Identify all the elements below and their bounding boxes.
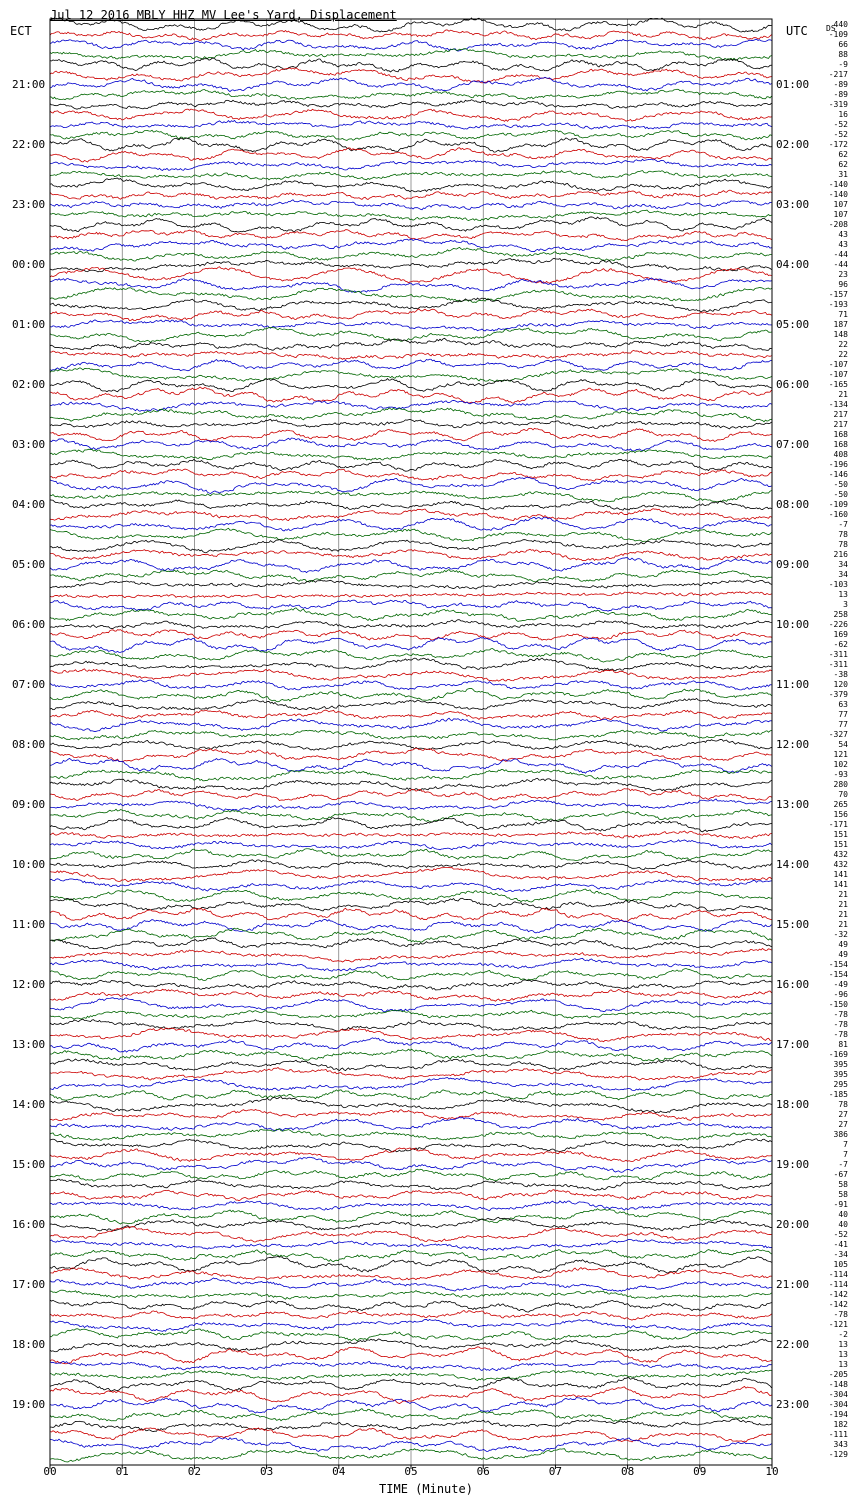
trace-scale-value: 13 [838,1340,848,1349]
trace-scale-value: 21 [838,900,848,909]
trace-scale-value: 70 [838,790,848,799]
trace-scale-value: -169 [828,1050,848,1059]
left-hour-label: 14:00 [12,1098,46,1111]
left-hour-label: 10:00 [12,858,46,871]
trace-scale-value: -185 [828,1090,848,1099]
left-hour-label: 23:00 [12,198,46,211]
trace-scale-value: 121 [833,750,848,759]
trace-scale-value: -193 [828,300,848,309]
trace-scale-value: -78 [833,1310,848,1319]
trace-scale-value: 43 [838,230,848,239]
trace-scale-value: -111 [828,1430,848,1439]
trace-scale-value: 105 [833,1260,848,1269]
trace-scale-value: 23 [838,270,848,279]
trace-scale-value: -49 [833,980,848,989]
trace-scale-value: -50 [833,490,848,499]
trace-scale-value: -7 [838,520,848,529]
trace-scale-value: 120 [833,680,848,689]
trace-scale-value: 168 [833,430,848,439]
left-hour-label: 17:00 [12,1278,46,1291]
x-tick-label: 07 [548,1465,563,1478]
trace-scale-value: 258 [833,610,848,619]
trace-scale-value: 169 [833,630,848,639]
trace-scale-value: 40 [838,1210,848,1219]
trace-scale-value: -327 [828,730,848,739]
trace-scale-value: 7 [843,1150,848,1159]
right-hour-label: 21:00 [776,1278,810,1291]
right-hour-label: 18:00 [776,1098,810,1111]
trace-scale-value: 78 [838,530,848,539]
right-hour-label: 07:00 [776,438,810,451]
trace-scale-value: 21 [838,890,848,899]
left-hour-label: 07:00 [12,678,46,691]
right-hour-label: 02:00 [776,138,810,151]
trace-scale-value: -226 [828,620,848,629]
trace-scale-value: 395 [833,1070,848,1079]
left-hour-label: 05:00 [12,558,46,571]
trace-scale-value: -109 [828,30,848,39]
trace-scale-value: -44 [833,260,848,269]
x-tick-label: 03 [259,1465,274,1478]
left-hour-label: 00:00 [12,258,46,271]
right-hour-label: 05:00 [776,318,810,331]
trace-scale-value: 187 [833,320,848,329]
trace-scale-value: 265 [833,800,848,809]
right-hour-label: 10:00 [776,618,810,631]
trace-scale-value: -91 [833,1200,848,1209]
trace-scale-value: -67 [833,1170,848,1179]
trace-scale-value: 432 [833,850,848,859]
trace-scale-value: 77 [838,710,848,719]
left-hour-label: 06:00 [12,618,46,631]
trace-scale-value: 22 [838,340,848,349]
trace-scale-value: -109 [828,500,848,509]
trace-scale-value: -34 [833,1250,848,1259]
trace-scale-value: 107 [833,200,848,209]
trace-scale-value: 62 [838,150,848,159]
right-hour-label: 16:00 [776,978,810,991]
trace-scale-value: -78 [833,1020,848,1029]
trace-scale-value: 156 [833,810,848,819]
trace-scale-value: -121 [828,1320,848,1329]
trace-scale-value: 386 [833,1130,848,1139]
x-tick-label: 01 [115,1465,129,1478]
trace-scale-value: -89 [833,80,848,89]
trace-scale-value: -93 [833,770,848,779]
x-tick-label: 08 [620,1465,635,1478]
trace-scale-value: 107 [833,210,848,219]
trace-scale-value: -50 [833,480,848,489]
trace-scale-value: 34 [838,560,848,569]
trace-scale-value: -52 [833,1230,848,1239]
right-hour-label: 13:00 [776,798,810,811]
right-hour-label: 08:00 [776,498,810,511]
left-hour-label: 18:00 [12,1338,46,1351]
scale-header-label: DS [826,24,836,33]
right-timezone-label: UTC [786,24,808,38]
trace-scale-value: 182 [833,1420,848,1429]
trace-scale-value: 58 [838,1180,848,1189]
chart-title: Jul 12 2016 MBLY HHZ MV Lee's Yard, Displacement [50,8,397,22]
trace-scale-value: 16 [838,110,848,119]
trace-scale-value: 54 [838,740,848,749]
trace-scale-value: 408 [833,450,848,459]
trace-scale-value: 34 [838,570,848,579]
trace-scale-value: 62 [838,160,848,169]
trace-scale-value: -171 [828,820,848,829]
left-hour-label: 01:00 [12,318,46,331]
trace-scale-value: 78 [838,540,848,549]
x-axis-label: TIME (Minute) [379,1482,473,1496]
trace-scale-value: -129 [828,1450,848,1459]
trace-scale-value: 7 [843,1140,848,1149]
trace-scale-value: -96 [833,990,848,999]
x-tick-label: 02 [187,1465,202,1478]
left-hour-label: 15:00 [12,1158,46,1171]
trace-scale-value: 88 [838,50,848,59]
trace-scale-value: 63 [838,700,848,709]
trace-scale-value: -304 [828,1390,848,1399]
trace-scale-value: -107 [828,370,848,379]
right-hour-label: 12:00 [776,738,810,751]
right-hour-label: 09:00 [776,558,810,571]
trace-scale-value: -107 [828,360,848,369]
right-hour-label: 06:00 [776,378,810,391]
left-hour-label: 13:00 [12,1038,46,1051]
trace-scale-value: 102 [833,760,848,769]
x-tick-label: 09 [693,1465,707,1478]
right-hour-label: 23:00 [776,1398,810,1411]
left-hour-label: 02:00 [12,378,46,391]
right-hour-label: 15:00 [776,918,810,931]
right-hour-label: 01:00 [776,78,810,91]
trace-scale-value: -41 [833,1240,848,1249]
trace-scale-value: 71 [838,310,848,319]
trace-scale-value: 141 [833,870,848,879]
trace-scale-value: -311 [828,660,848,669]
left-hour-label: 12:00 [12,978,46,991]
trace-scale-value: -150 [828,1000,848,1009]
trace-scale-value: -208 [828,220,848,229]
trace-scale-value: 13 [838,1360,848,1369]
right-hour-label: 04:00 [776,258,810,271]
trace-scale-value: 13 [838,590,848,599]
trace-scale-value: -304 [828,1400,848,1409]
trace-scale-value: 49 [838,950,848,959]
trace-scale-value: -311 [828,650,848,659]
trace-scale-value: 49 [838,940,848,949]
right-hour-label: 14:00 [776,858,810,871]
trace-scale-value: 217 [833,420,848,429]
left-hour-label: 19:00 [12,1398,46,1411]
trace-scale-value: -62 [833,640,848,649]
left-hour-label: 11:00 [12,918,46,931]
x-tick-label: 05 [404,1465,418,1478]
trace-scale-value: 66 [838,40,848,49]
right-hour-label: 20:00 [776,1218,810,1231]
trace-scale-value: 22 [838,350,848,359]
trace-scale-value: 151 [833,840,848,849]
trace-scale-value: -146 [828,470,848,479]
trace-scale-value: 217 [833,410,848,419]
trace-scale-value: -154 [828,970,848,979]
trace-scale-value: 432 [833,860,848,869]
trace-scale-value: 31 [838,170,848,179]
trace-scale-value: 395 [833,1060,848,1069]
left-hour-label: 04:00 [12,498,46,511]
trace-scale-value: -52 [833,130,848,139]
left-hour-label: 03:00 [12,438,46,451]
trace-scale-value: -142 [828,1290,848,1299]
x-tick-label: 10 [765,1465,779,1478]
trace-scale-value: -2 [838,1330,848,1339]
trace-scale-value: -196 [828,460,848,469]
trace-scale-value: -165 [828,380,848,389]
trace-scale-value: 148 [833,330,848,339]
trace-scale-value: 78 [838,1100,848,1109]
trace-scale-value: 21 [838,390,848,399]
trace-scale-value: 58 [838,1190,848,1199]
x-tick-label: 00 [43,1465,57,1478]
trace-scale-value: -103 [828,580,848,589]
trace-scale-value: -154 [828,960,848,969]
trace-scale-value: 280 [833,780,848,789]
trace-scale-value: 21 [838,920,848,929]
trace-scale-value: 21 [838,910,848,919]
left-hour-label: 22:00 [12,138,46,151]
left-hour-label: 21:00 [12,78,46,91]
trace-scale-value: -319 [828,100,848,109]
right-hour-label: 11:00 [776,678,810,691]
trace-scale-value: 81 [838,1040,848,1049]
trace-scale-value: -78 [833,1030,848,1039]
left-hour-label: 16:00 [12,1218,46,1231]
trace-scale-value: 27 [838,1120,848,1129]
left-hour-label: 08:00 [12,738,46,751]
trace-scale-value: 27 [838,1110,848,1119]
trace-scale-value: -217 [828,70,848,79]
trace-scale-value: 151 [833,830,848,839]
trace-scale-value: -7 [838,1160,848,1169]
right-hour-label: 03:00 [776,198,810,211]
trace-scale-value: 168 [833,440,848,449]
trace-scale-value: 43 [838,240,848,249]
x-tick-label: 06 [476,1465,490,1478]
trace-scale-value: -134 [828,400,848,409]
trace-scale-value: -157 [828,290,848,299]
trace-scale-value: -148 [828,1380,848,1389]
trace-scale-value: -140 [828,180,848,189]
left-timezone-label: ECT [10,24,32,38]
trace-scale-value: -114 [828,1270,848,1279]
trace-scale-value: -9 [838,60,848,69]
trace-scale-value: 440 [833,20,848,29]
trace-scale-value: -205 [828,1370,848,1379]
trace-scale-value: -78 [833,1010,848,1019]
trace-scale-value: 3 [843,600,848,609]
trace-scale-value: 40 [838,1220,848,1229]
left-hour-label: 09:00 [12,798,46,811]
trace-scale-value: -160 [828,510,848,519]
trace-scale-value: -89 [833,90,848,99]
trace-scale-value: -38 [833,670,848,679]
trace-scale-value: -114 [828,1280,848,1289]
right-hour-label: 19:00 [776,1158,810,1171]
trace-scale-value: -142 [828,1300,848,1309]
trace-scale-value: -52 [833,120,848,129]
trace-scale-value: -172 [828,140,848,149]
right-hour-label: 17:00 [776,1038,810,1051]
trace-scale-value: -44 [833,250,848,259]
trace-scale-value: -379 [828,690,848,699]
trace-scale-value: 13 [838,1350,848,1359]
trace-scale-value: 77 [838,720,848,729]
trace-scale-value: 96 [838,280,848,289]
trace-scale-value: 295 [833,1080,848,1089]
right-hour-label: 22:00 [776,1338,810,1351]
trace-scale-value: -32 [833,930,848,939]
trace-scale-value: 141 [833,880,848,889]
trace-scale-value: -194 [828,1410,848,1419]
trace-scale-value: 343 [833,1440,848,1449]
trace-scale-value: -140 [828,190,848,199]
x-tick-label: 04 [332,1465,346,1478]
trace-scale-value: 216 [833,550,848,559]
